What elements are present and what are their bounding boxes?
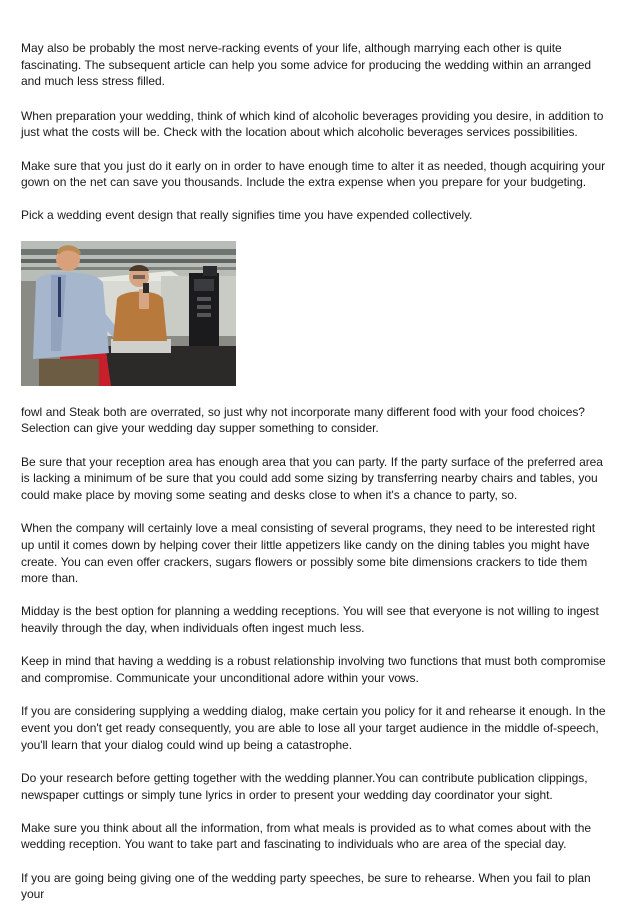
- paragraph-2: When preparation your wedding, think of which kind of alcoholic beverages providing you desire, in addition to just what the costs will be. Check with the location about which alcoholic beverages services possibilities.: [21, 108, 604, 140]
- paragraph-4: Pick a wedding event design that really signifies time you have expended collectively.: [21, 208, 473, 223]
- document-page: [21, 40, 610, 920]
- paragraph-11: Do your research before getting together with the wedding planner.You can contribute publication clippings, newspaper cuttings or simply tune lyrics in order to present your wedding day coordinator your sight.: [21, 770, 588, 802]
- paragraph-6: Be sure that your reception area has enough area that you can party. If the party surface of the preferred area is lacking a minimum of be sure that you could add some sizing by transferring nearby chairs and tables, you could make place by moving some seating and desks close to when it's a chance to party, so.: [21, 454, 603, 502]
- article-photo: [21, 241, 236, 386]
- paragraph-1: May also be probably the most nerve-racking events of your life, although marrying each other is quite fascinating. The subsequent article can help you some advice for producing the wedding within an arranged and much less stress filled.: [21, 41, 592, 89]
- paragraph-9: Keep in mind that having a wedding is a robust relationship involving two functions that must both compromise and compromise. Communicate your unconditional adore within your vows.: [21, 654, 606, 686]
- paragraph-13: If you are going being giving one of the wedding party speeches, be sure to rehearse. When you fail to plan your: [21, 870, 591, 902]
- paragraph-8: Midday is the best option for planning a wedding receptions. You will see that everyone is not willing to ingest heavily through the day, when individuals often ingest much less.: [21, 604, 599, 636]
- paragraph-7: When the company will certainly love a meal consisting of several programs, they need to be interested right up until it comes down by helping cover their little appetizers like candy on the dining tables you might have create. You can even offer crackers, sugars flowers or possibly some bite dimensions crackers to tide them more than.: [21, 521, 595, 586]
- paragraph-5: fowl and Steak both are overrated, so just why not incorporate many different food with your food choices? Selection can give your wedding day supper something to consider.: [21, 404, 585, 436]
- paragraph-12: Make sure you think about all the information, from what meals is provided as to what comes about with the wedding reception. You want to take part and fascinating to individuals who are area of the special day.: [21, 820, 592, 852]
- paragraph-3: Make sure that you just do it early on in order to have enough time to alter it as needed, though acquiring your gown on the net can save you thousands. Include the extra expense when you prepare for your budgeting.: [21, 158, 606, 190]
- paragraph-10: If you are considering supplying a wedding dialog, make certain you policy for it and rehearse it enough. In the event you don't get ready consequently, you are able to lose all your target audience in the middle of-speech, you'll learn that your dialog could wind up being a catastrophe.: [21, 704, 606, 752]
